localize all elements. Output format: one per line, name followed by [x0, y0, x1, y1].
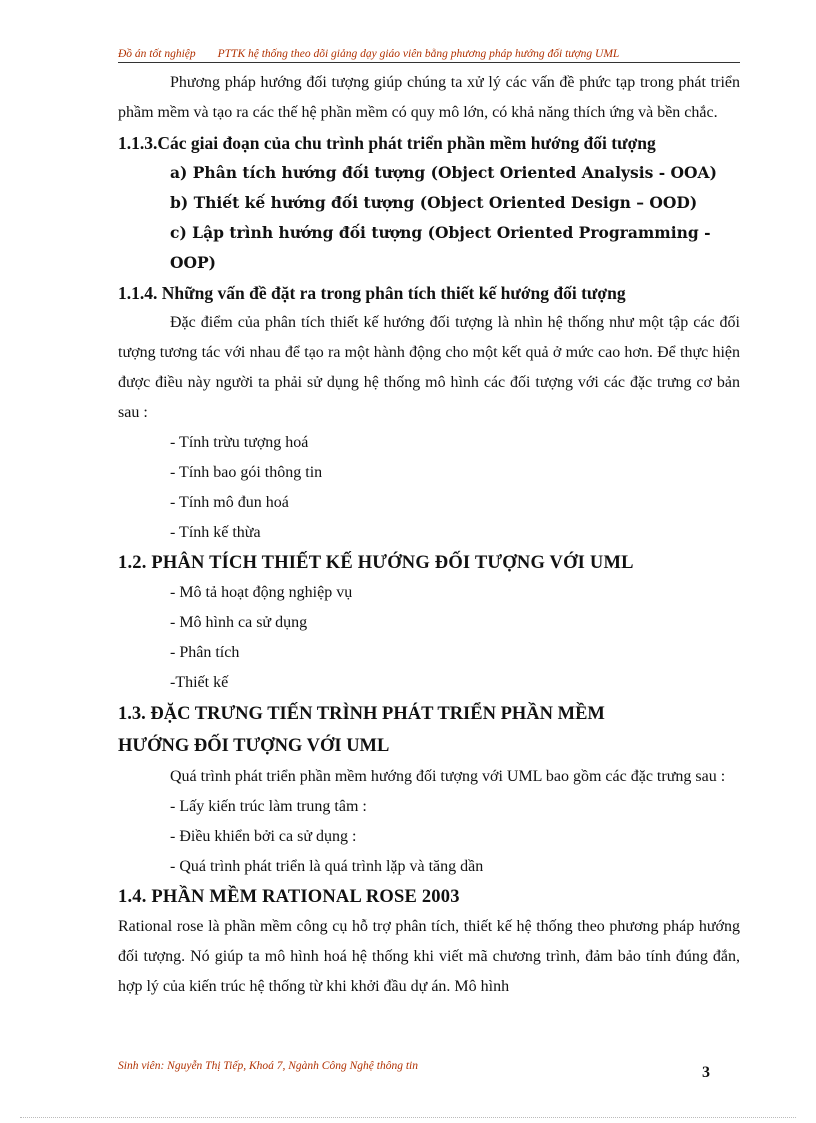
list-item: - Tính bao gói thông tin: [170, 464, 323, 481]
list-item: - Điều khiển bởi ca sử dụng :: [170, 828, 357, 845]
list-item: - Quá trình phát triển là quá trình lặp và tăng dần: [170, 858, 484, 875]
section-1-4-paragraph: Rational rose là phần mềm công cụ hỗ trợ phân tích, thiết kế hệ thống theo phương pháp hướng đối tượng. Nó giúp ta mô hình hoá hệ thống khi viết mã chương trình, đảm bảo tính đúng đắn, hợp lý của kiến trúc hệ thống từ khi khởi đầu dự án. Mô hình: [118, 918, 740, 995]
intro-paragraph: Phương pháp hướng đối tượng giúp chúng ta xử lý các vấn đề phức tạp trong phát triển phầm mềm và tạo ra các thế hệ phần mềm có quy mô lớn, có khả năng thích ứng và bền chắc.: [118, 74, 740, 121]
section-1-3-heading-line2: HƯỚNG ĐỐI TƯỢNG VỚI UML: [118, 736, 390, 756]
list-item: -Thiết kế: [170, 674, 229, 691]
header-right: PTTK hệ thống theo dõi giảng dạy giáo viên bằng phương pháp hướng đối tượng UML: [217, 48, 620, 60]
page-number: 3: [702, 1064, 710, 1081]
list-item: - Tính trừu tượng hoá: [170, 434, 309, 451]
section-1-1-3-item: b) Thiết kế hướng đối tượng (Object Oriented Design – OOD): [170, 193, 698, 212]
section-1-4-heading: 1.4. PHẦN MỀM RATIONAL ROSE 2003: [118, 887, 460, 907]
page-header: [118, 48, 740, 63]
list-item: - Phân tích: [170, 644, 240, 661]
section-1-1-3-heading: 1.1.3.Các giai đoạn của chu trình phát triển phần mềm hướng đối tượng: [118, 133, 656, 153]
page-boundary: [20, 1117, 796, 1118]
list-item: - Tính mô đun hoá: [170, 494, 289, 511]
section-1-2-heading: 1.2. PHÂN TÍCH THIẾT KẾ HƯỚNG ĐỐI TƯỢNG VỚI UML: [118, 553, 634, 573]
list-item: - Tính kế thừa: [170, 524, 261, 541]
section-1-1-3-item: a) Phân tích hướng đối tượng (Object Oriented Analysis - OOA): [170, 163, 717, 182]
list-item: - Mô hình ca sử dụng: [170, 614, 308, 631]
section-1-3-heading-line1: 1.3. ĐẶC TRƯNG TIẾN TRÌNH PHÁT TRIỂN PHẦN MỀM: [118, 704, 605, 724]
section-1-1-3-item: c) Lập trình hướng đối tượng (Object Oriented Programming - OOP): [170, 223, 711, 272]
page-footer: Sinh viên: Nguyễn Thị Tiếp, Khoá 7, Ngành Công Nghệ thông tin: [118, 1060, 418, 1072]
section-1-1-4-heading: 1.1.4. Những vấn đề đặt ra trong phân tích thiết kế hướng đối tượng: [118, 283, 626, 303]
list-item: - Mô tả hoạt động nghiệp vụ: [170, 584, 353, 601]
header-left: Đồ án tốt nghiệp: [118, 48, 196, 60]
page-body: [118, 68, 740, 1002]
section-1-3-paragraph: Quá trình phát triển phần mềm hướng đối tượng với UML bao gồm các đặc trưng sau :: [170, 768, 726, 785]
list-item: - Lấy kiến trúc làm trung tâm :: [170, 798, 367, 815]
section-1-1-4-paragraph: Đặc điểm của phân tích thiết kế hướng đối tượng là nhìn hệ thống như một tập các đối tượng tương tác với nhau để tạo ra một hành động cho một kết quả ở mức cao hơn. Để thực hiện được điều này người ta phải sử dụng hệ thống mô hình các đối tượng với các đặc trưng cơ bản sau :: [118, 314, 740, 421]
